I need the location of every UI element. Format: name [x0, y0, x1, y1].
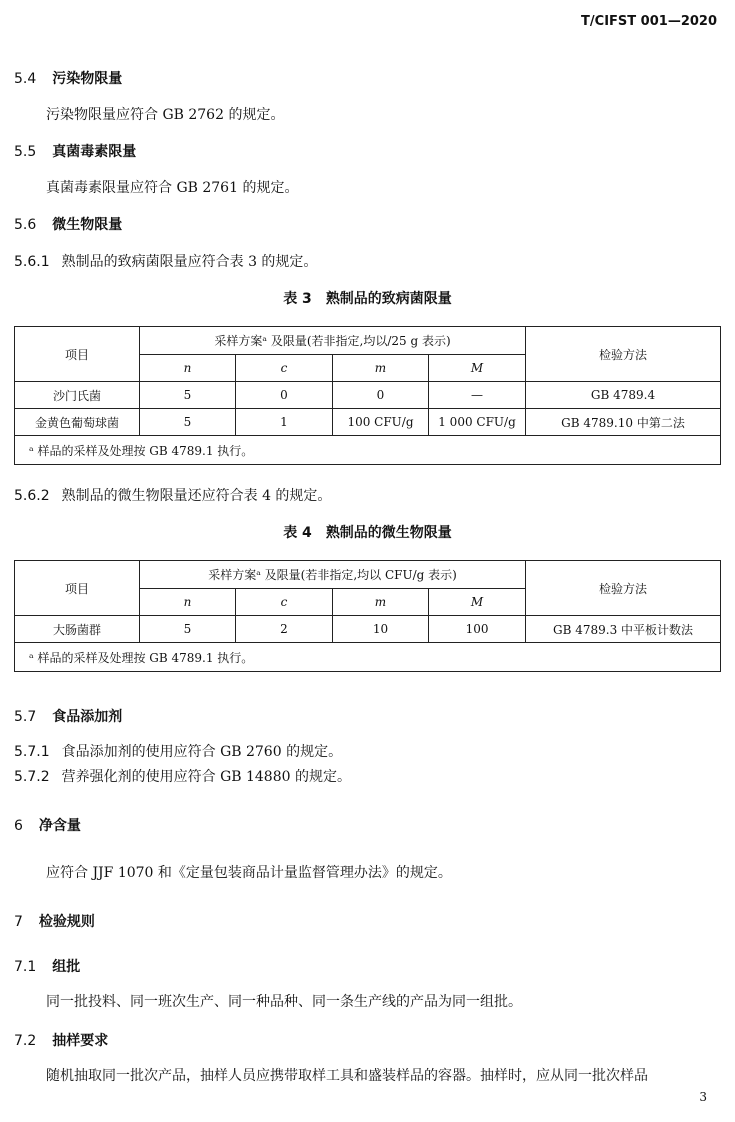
clause-number: 5.7.1 — [14, 744, 50, 760]
document-code: T/CIFST 001—2020 — [581, 14, 717, 29]
section-5-6-heading — [14, 214, 122, 234]
cell-item: 大肠菌群 — [15, 616, 140, 643]
section-title: 抽样要求 — [52, 1033, 109, 1049]
table-number: 表 3 — [283, 291, 312, 307]
header-c: c — [236, 354, 333, 382]
cell-m-lower: 0 — [333, 382, 429, 409]
clause-5-7-2 — [14, 766, 351, 786]
section-number: 5.6 — [14, 217, 37, 233]
table-4 — [14, 560, 721, 672]
cell-c: 1 — [236, 409, 333, 436]
cell-c: 0 — [236, 382, 333, 409]
table-3-caption — [0, 288, 735, 308]
header-sampling-plan: 采样方案ᵃ 及限量(若非指定,均以/25 g 表示) — [140, 327, 526, 355]
section-6-text: 应符合 JJF 1070 和《定量包装商品计量监督管理办法》的规定。 — [46, 865, 452, 881]
cell-n: 5 — [140, 409, 236, 436]
section-number: 5.5 — [14, 144, 37, 160]
cell-method: GB 4789.3 中平板计数法 — [526, 616, 721, 643]
cell-item: 金黄色葡萄球菌 — [15, 409, 140, 436]
section-7-2-text: 随机抽取同一批次产品，抽样人员应携带取样工具和盛装样品的容器。抽样时，应从同一批次样品 — [46, 1068, 648, 1084]
table-row — [15, 616, 721, 643]
cell-m-lower: 10 — [333, 616, 429, 643]
header-n: n — [140, 354, 236, 382]
header-test-method: 检验方法 — [526, 561, 721, 616]
header-item: 项目 — [15, 561, 140, 616]
section-number: 5.4 — [14, 71, 37, 87]
clause-5-7-1 — [14, 741, 342, 761]
cell-m-upper: — — [429, 382, 526, 409]
section-number: 7 — [14, 914, 23, 930]
header-sampling-plan: 采样方案ᵃ 及限量(若非指定,均以 CFU/g 表示) — [140, 561, 526, 589]
section-number: 6 — [14, 818, 23, 834]
cell-m-upper: 1 000 CFU/g — [429, 409, 526, 436]
cell-method: GB 4789.4 — [526, 382, 721, 409]
clause-text: 营养强化剂的使用应符合 GB 14880 的规定。 — [61, 769, 351, 785]
section-title: 食品添加剂 — [52, 709, 123, 725]
cell-c: 2 — [236, 616, 333, 643]
header-item: 项目 — [15, 327, 140, 382]
table-4-caption — [0, 522, 735, 542]
clause-text: 熟制品的微生物限量还应符合表 4 的规定。 — [61, 488, 332, 504]
table-number: 表 4 — [283, 525, 312, 541]
table-title: 熟制品的微生物限量 — [325, 525, 452, 541]
section-title: 组批 — [52, 959, 81, 975]
clause-number: 5.7.2 — [14, 769, 50, 785]
section-number: 7.1 — [14, 959, 37, 975]
section-title: 微生物限量 — [52, 217, 123, 233]
cell-item: 沙门氏菌 — [15, 382, 140, 409]
table-footnote: ᵃ 样品的采样及处理按 GB 4789.1 执行。 — [15, 643, 721, 672]
clause-5-6-2 — [14, 485, 331, 505]
header-c: c — [236, 588, 333, 616]
section-number: 7.2 — [14, 1033, 37, 1049]
header-m-upper: M — [429, 354, 526, 382]
section-7-1-heading — [14, 956, 80, 976]
table-footnote: ᵃ 样品的采样及处理按 GB 4789.1 执行。 — [15, 436, 721, 465]
clause-5-6-1 — [14, 251, 317, 271]
header-test-method: 检验方法 — [526, 327, 721, 382]
clause-text: 熟制品的致病菌限量应符合表 3 的规定。 — [61, 254, 318, 270]
section-6-heading — [14, 815, 81, 835]
page-number: 3 — [699, 1090, 707, 1104]
cell-n: 5 — [140, 382, 236, 409]
section-5-4-text: 污染物限量应符合 GB 2762 的规定。 — [46, 107, 285, 123]
header-n: n — [140, 588, 236, 616]
cell-m-upper: 100 — [429, 616, 526, 643]
section-number: 5.7 — [14, 709, 37, 725]
clause-number: 5.6.2 — [14, 488, 50, 504]
table-3 — [14, 326, 721, 465]
section-7-2-heading — [14, 1030, 108, 1050]
section-5-7-heading — [14, 706, 122, 726]
clause-number: 5.6.1 — [14, 254, 50, 270]
section-7-1-text: 同一批投料、同一班次生产、同一种品种、同一条生产线的产品为同一组批。 — [46, 994, 522, 1010]
cell-n: 5 — [140, 616, 236, 643]
table-row — [15, 409, 721, 436]
section-title: 污染物限量 — [52, 71, 123, 87]
header-m-lower: m — [333, 588, 429, 616]
table-row — [15, 382, 721, 409]
cell-m-lower: 100 CFU/g — [333, 409, 429, 436]
cell-method: GB 4789.10 中第二法 — [526, 409, 721, 436]
header-m-lower: m — [333, 354, 429, 382]
header-m-upper: M — [429, 588, 526, 616]
section-5-5-heading — [14, 141, 136, 161]
section-title: 净含量 — [38, 818, 81, 834]
section-5-5-text: 真菌毒素限量应符合 GB 2761 的规定。 — [46, 180, 299, 196]
table-title: 熟制品的致病菌限量 — [325, 291, 452, 307]
section-title: 检验规则 — [38, 914, 95, 930]
clause-text: 食品添加剂的使用应符合 GB 2760 的规定。 — [61, 744, 343, 760]
section-5-4-heading — [14, 68, 122, 88]
section-title: 真菌毒素限量 — [52, 144, 137, 160]
section-7-heading — [14, 911, 95, 931]
